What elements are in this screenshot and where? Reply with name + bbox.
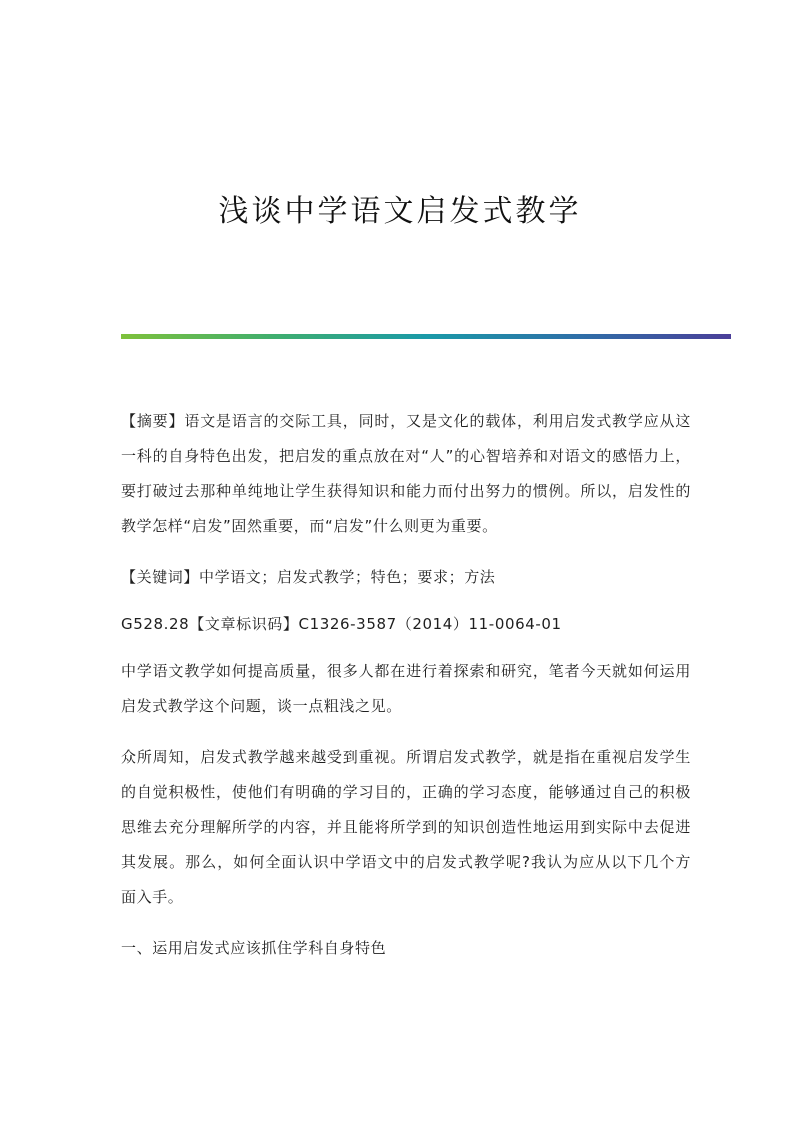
body-paragraph: 中学语文教学如何提高质量，很多人都在进行着探索和研究，笔者今天就如何运用启发式教学这个问题，谈一点粗浅之见。	[121, 662, 691, 715]
document-title: 浅谈中学语文启发式教学	[218, 194, 582, 229]
title-divider	[121, 334, 731, 339]
document-body	[121, 404, 691, 982]
abstract-paragraph: 【摘要】语文是语言的交际工具，同时，又是文化的载体，利用启发式教学应从这一科的自身特色出发，把启发的重点放在对“人”的心智培养和对语文的感悟力上，要打破过去那种单纯地让学生获得知识和能力而付出努力的惯例。所以，启发性的教学怎样“启发”固然重要，而“启发”什么则更为重要。	[121, 412, 691, 535]
keywords-line: 【关键词】中学语文；启发式教学；特色；要求；方法	[121, 568, 496, 586]
body-paragraph: 众所周知，启发式教学越来越受到重视。所谓启发式教学，就是指在重视启发学生的自觉积极性，使他们有明确的学习目的，正确的学习态度，能够通过自己的积极思维去充分理解所学的内容，并且能将所学到的知识创造性地运用到实际中去促进其发展。那么，如何全面认识中学语文中的启发式教学呢?我认为应从以下几个方面入手。	[121, 748, 691, 906]
classification-line: G528.28【文章标识码】C1326-3587（2014）11-0064-01	[121, 615, 562, 633]
section-heading: 一、运用启发式应该抓住学科自身特色	[121, 939, 387, 957]
